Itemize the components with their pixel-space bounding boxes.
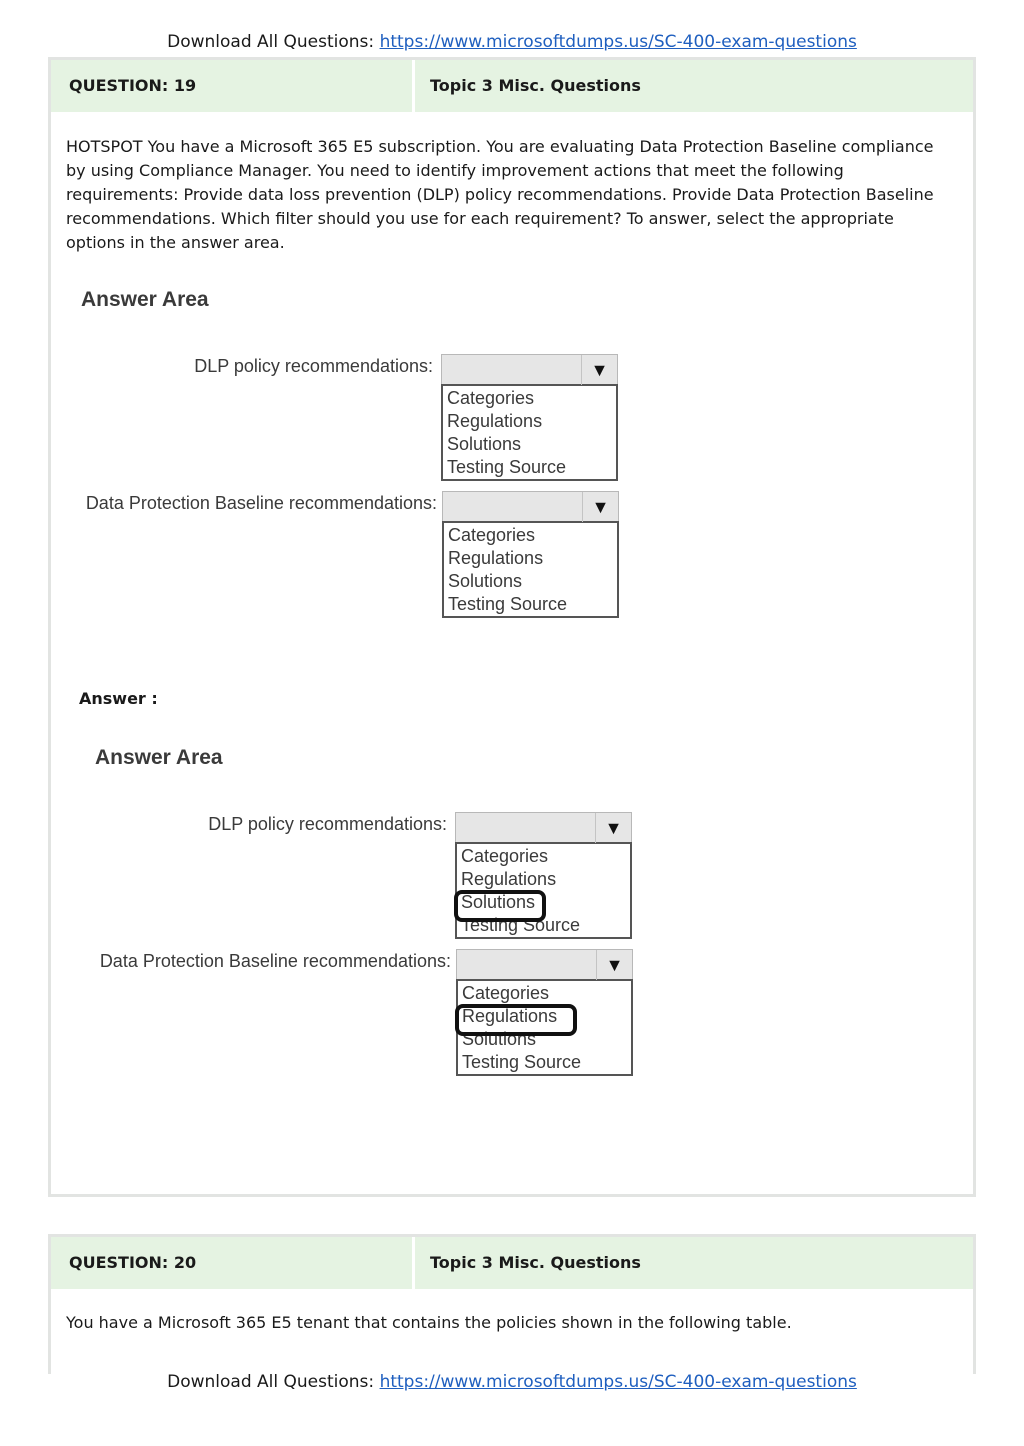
download-prefix: Download All Questions: bbox=[167, 1372, 375, 1392]
question-text: You have a Microsoft 365 E5 tenant that contains the policies shown in the following table. bbox=[66, 1313, 792, 1332]
question-header bbox=[51, 60, 973, 112]
question-19-card bbox=[48, 57, 976, 1197]
dropdown-options-list bbox=[456, 979, 633, 1076]
dlp-row-label: DLP policy recommendations: bbox=[194, 356, 433, 376]
dropdown-options-list bbox=[442, 521, 619, 618]
option-testing-source[interactable]: Testing Source bbox=[461, 915, 581, 935]
chevron-down-icon[interactable]: ▼ bbox=[596, 950, 632, 980]
chevron-down-icon[interactable]: ▼ bbox=[582, 492, 618, 522]
option-regulations[interactable]: Regulations bbox=[448, 548, 544, 568]
download-prefix: Download All Questions: bbox=[167, 32, 375, 52]
option-solutions[interactable]: Solutions bbox=[462, 1029, 537, 1049]
answer-area-solution bbox=[51, 744, 751, 1084]
question-topic: Topic 3 Misc. Questions bbox=[430, 76, 641, 95]
download-link[interactable]: https://www.microsoftdumps.us/SC-400-exam-questions bbox=[379, 32, 857, 52]
chevron-down-icon[interactable]: ▼ bbox=[581, 355, 617, 385]
dpb-row-label: Data Protection Baseline recommendations: bbox=[99, 951, 451, 971]
option-solutions[interactable]: Solutions bbox=[448, 571, 523, 591]
dpb-filter-dropdown[interactable] bbox=[442, 491, 619, 618]
dlp-filter-dropdown[interactable] bbox=[441, 354, 618, 481]
question-number: QUESTION: 20 bbox=[51, 1237, 415, 1289]
answer-area-title: Answer Area bbox=[95, 746, 223, 769]
download-link[interactable]: https://www.microsoftdumps.us/SC-400-exam-questions bbox=[379, 1372, 857, 1392]
option-testing-source[interactable]: Testing Source bbox=[462, 1052, 582, 1072]
option-solutions[interactable]: Solutions bbox=[447, 434, 522, 454]
option-testing-source[interactable]: Testing Source bbox=[448, 594, 568, 614]
option-solutions-selected[interactable]: Solutions bbox=[461, 891, 630, 914]
option-categories[interactable]: Categories bbox=[448, 525, 536, 545]
option-categories[interactable]: Categories bbox=[447, 388, 535, 408]
option-regulations[interactable]: Regulations bbox=[461, 869, 557, 889]
option-categories[interactable]: Categories bbox=[462, 983, 550, 1003]
question-number: QUESTION: 19 bbox=[51, 60, 415, 112]
dlp-row-label: DLP policy recommendations: bbox=[208, 814, 447, 834]
option-regulations[interactable]: Regulations bbox=[447, 411, 543, 431]
download-banner-top bbox=[0, 32, 1024, 52]
question-topic: Topic 3 Misc. Questions bbox=[430, 1253, 641, 1272]
question-20-card bbox=[48, 1234, 976, 1374]
question-header bbox=[51, 1237, 973, 1289]
option-regulations-selected[interactable]: Regulations bbox=[462, 1005, 631, 1028]
option-categories[interactable]: Categories bbox=[461, 846, 549, 866]
dpb-row-label: Data Protection Baseline recommendations: bbox=[85, 493, 437, 513]
question-text: HOTSPOT You have a Microsoft 365 E5 subscription. You are evaluating Data Protection Baseline compliance by using Compliance Manager. You need to identify improvement actions that meet the following requirements: Provide data loss prevention (DLP) policy recommendations. Provide Data Protection Baseline recommendations. Which filter should you use for each requirement? To answer, select the appropriate options in the answer area. bbox=[66, 137, 934, 252]
answer-area-question bbox=[51, 286, 751, 626]
dlp-filter-dropdown[interactable] bbox=[455, 812, 632, 939]
dpb-filter-dropdown[interactable] bbox=[456, 949, 633, 1076]
dropdown-options-list bbox=[455, 842, 632, 939]
download-banner-bottom bbox=[0, 1372, 1024, 1392]
dropdown-options-list bbox=[441, 384, 618, 481]
answer-label: Answer : bbox=[79, 689, 158, 708]
answer-area-title: Answer Area bbox=[81, 288, 209, 311]
chevron-down-icon[interactable]: ▼ bbox=[595, 813, 631, 843]
option-testing-source[interactable]: Testing Source bbox=[447, 457, 567, 477]
